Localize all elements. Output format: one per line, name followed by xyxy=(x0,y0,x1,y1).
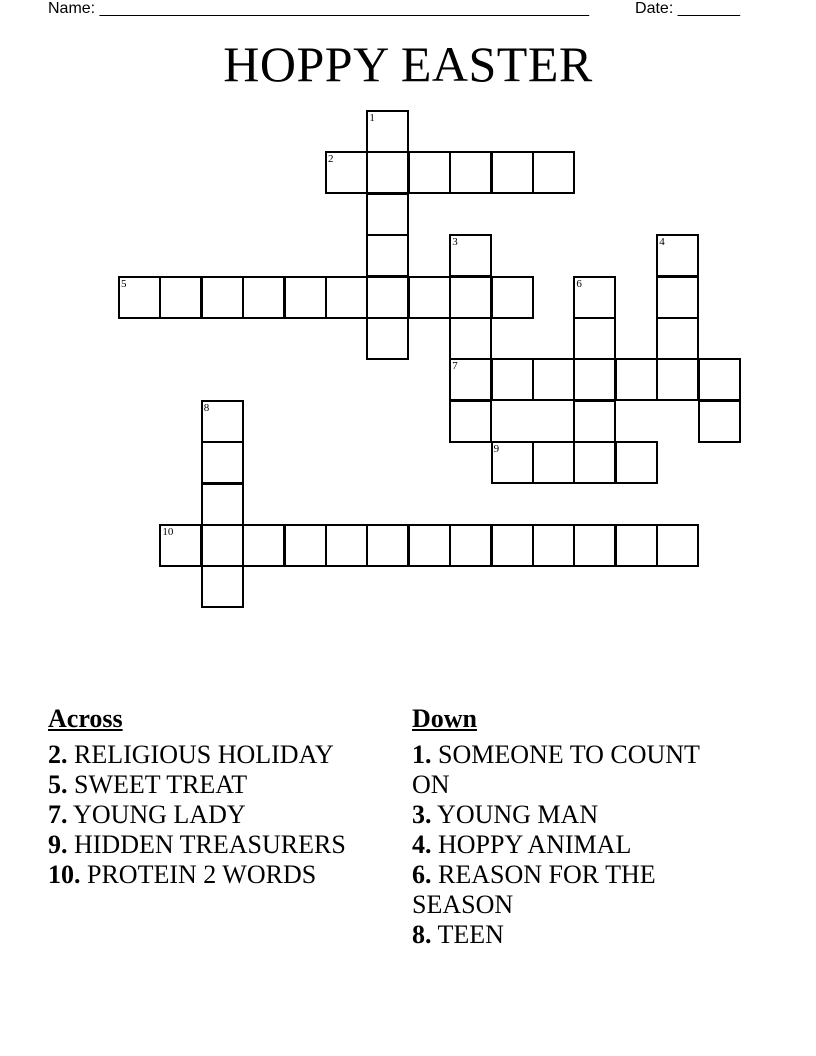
grid-cell[interactable] xyxy=(656,358,699,401)
grid-cell[interactable] xyxy=(573,441,616,484)
grid-cell[interactable] xyxy=(573,524,616,567)
grid-cell[interactable] xyxy=(449,400,492,443)
grid-cell[interactable] xyxy=(408,524,451,567)
clue-text: YOUNG LADY xyxy=(73,800,246,829)
grid-cell[interactable] xyxy=(201,565,244,608)
clue-number: 5. xyxy=(48,770,68,799)
clue-text: SWEET TREAT xyxy=(74,770,248,799)
grid-cell[interactable] xyxy=(366,110,409,153)
grid-cell[interactable] xyxy=(284,276,327,319)
grid-cell[interactable] xyxy=(366,151,409,194)
grid-cell[interactable] xyxy=(449,276,492,319)
clue-number: 7. xyxy=(48,800,68,829)
grid-cell[interactable] xyxy=(366,234,409,277)
clue-text: REASON FOR THE SEASON xyxy=(412,860,656,919)
grid-cell[interactable] xyxy=(159,524,202,567)
down-clue xyxy=(412,830,742,860)
grid-cell[interactable] xyxy=(325,276,368,319)
clue-number: 3. xyxy=(412,800,432,829)
grid-cell[interactable] xyxy=(491,151,534,194)
clue-number: 1. xyxy=(412,740,432,769)
grid-cell[interactable] xyxy=(201,483,244,526)
clue-number: 9. xyxy=(48,830,68,859)
grid-cell[interactable] xyxy=(325,524,368,567)
grid-cell[interactable] xyxy=(656,524,699,567)
grid-cell[interactable] xyxy=(449,234,492,277)
grid-cell[interactable] xyxy=(656,234,699,277)
down-clue xyxy=(412,920,742,950)
across-clue xyxy=(48,800,388,830)
grid-cell[interactable] xyxy=(615,358,658,401)
clue-text: HOPPY ANIMAL xyxy=(438,830,632,859)
clue-number: 8. xyxy=(412,920,432,949)
grid-cell[interactable] xyxy=(532,358,575,401)
grid-cell[interactable] xyxy=(159,276,202,319)
clue-text: PROTEIN 2 WORDS xyxy=(87,860,317,889)
grid-cell[interactable] xyxy=(698,358,741,401)
grid-cell[interactable] xyxy=(366,524,409,567)
grid-cell[interactable] xyxy=(491,524,534,567)
across-clues xyxy=(48,704,388,890)
down-clue xyxy=(412,740,742,800)
grid-cell[interactable] xyxy=(242,276,285,319)
cell-number: 4 xyxy=(659,236,665,249)
cell-number: 1 xyxy=(369,112,375,124)
down-clue xyxy=(412,860,742,920)
across-clue-list xyxy=(48,740,388,890)
clue-number: 10. xyxy=(48,860,81,889)
grid-cell[interactable] xyxy=(201,441,244,484)
grid-cell[interactable] xyxy=(408,151,451,194)
clue-text: RELIGIOUS HOLIDAY xyxy=(74,740,334,769)
grid-cell[interactable] xyxy=(449,317,492,360)
grid-cell[interactable] xyxy=(366,317,409,360)
cell-number: 2 xyxy=(328,153,334,166)
down-clues xyxy=(412,704,742,950)
down-clue xyxy=(412,800,742,830)
cell-number: 3 xyxy=(452,236,458,249)
page-title: HOPPY EASTER xyxy=(223,36,593,92)
grid-cell[interactable] xyxy=(615,524,658,567)
grid-cell[interactable] xyxy=(201,400,244,443)
grid-cell[interactable] xyxy=(201,276,244,319)
grid-cell[interactable] xyxy=(532,151,575,194)
cell-number: 6 xyxy=(576,277,582,290)
grid-cell[interactable] xyxy=(615,441,658,484)
across-clue xyxy=(48,860,388,890)
clue-number: 4. xyxy=(412,830,432,859)
grid-cell[interactable] xyxy=(366,276,409,319)
grid-cell[interactable] xyxy=(491,358,534,401)
cell-number: 7 xyxy=(452,360,458,373)
cell-number: 8 xyxy=(203,401,210,414)
grid-cell[interactable] xyxy=(242,524,285,567)
across-clue xyxy=(48,770,388,800)
grid-cell[interactable] xyxy=(656,276,699,319)
across-heading: Across xyxy=(48,704,123,733)
grid-cell[interactable] xyxy=(325,151,368,194)
grid-cell[interactable] xyxy=(284,524,327,567)
across-clue xyxy=(48,740,388,770)
cell-number: 10 xyxy=(162,526,174,538)
grid-cell[interactable] xyxy=(656,317,699,360)
clue-text: YOUNG MAN xyxy=(437,800,599,829)
clue-text: HIDDEN TREASURERS xyxy=(74,830,346,859)
grid-cell[interactable] xyxy=(573,276,616,319)
date-field-label: Date: _______ xyxy=(635,0,740,17)
grid-cell[interactable] xyxy=(491,276,534,319)
name-field-label: Name: _______________________________________________________ xyxy=(48,0,589,17)
grid-cell[interactable] xyxy=(449,151,492,194)
grid-cell[interactable] xyxy=(698,400,741,443)
grid-cell[interactable] xyxy=(491,441,534,484)
grid-cell[interactable] xyxy=(573,358,616,401)
grid-cell[interactable] xyxy=(408,276,451,319)
down-clue-list xyxy=(412,740,742,950)
clue-number: 2. xyxy=(48,740,68,769)
grid-cell[interactable] xyxy=(449,358,492,401)
clue-number: 6. xyxy=(412,860,432,889)
down-heading: Down xyxy=(412,704,478,733)
clue-text: SOMEONE TO COUNT ON xyxy=(412,740,700,799)
across-clue xyxy=(48,830,388,860)
grid-cell[interactable] xyxy=(532,441,575,484)
grid-cell[interactable] xyxy=(573,317,616,360)
grid-cell[interactable] xyxy=(201,524,244,567)
clue-text: TEEN xyxy=(437,920,504,949)
cell-number: 9 xyxy=(493,443,500,456)
cell-number: 5 xyxy=(121,277,127,290)
grid-cell[interactable] xyxy=(449,524,492,567)
grid-cell[interactable] xyxy=(118,276,161,319)
grid-cell[interactable] xyxy=(573,400,616,443)
grid-cell[interactable] xyxy=(532,524,575,567)
grid-cell[interactable] xyxy=(366,193,409,236)
